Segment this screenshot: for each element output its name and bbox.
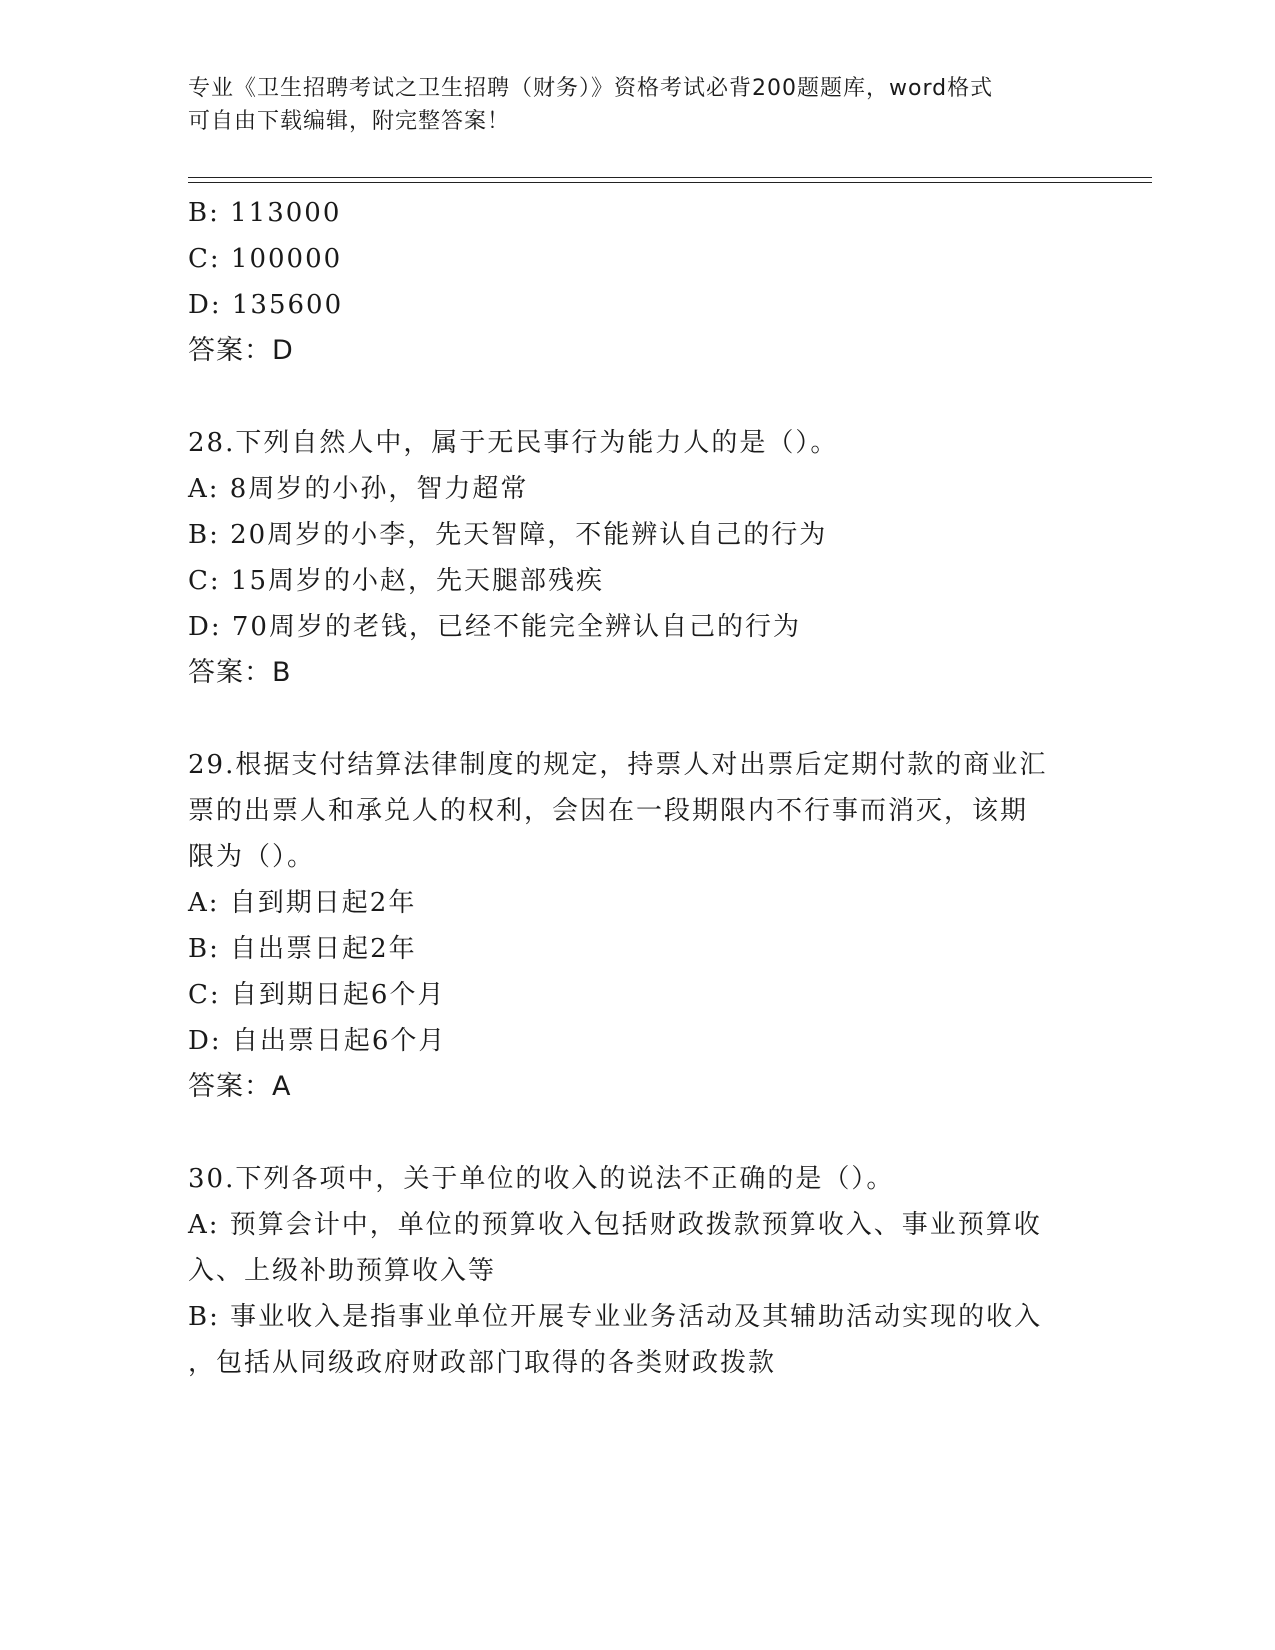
option-a-line-1: A: 预算会计中，单位的预算收入包括财政拨款预算收入、事业预算收 [188,1210,1042,1240]
answer-line: 答案：B [188,657,292,688]
spacer [188,1110,1088,1156]
spacer [188,696,1088,742]
header-divider-bottom [188,182,1152,183]
option-a: A: 8周岁的小孙，智力超常 [188,474,529,504]
option-b: B: 20周岁的小李，先天智障，不能辨认自己的行为 [188,520,828,550]
answer-line: 答案：D [188,335,294,366]
document-header [188,72,1088,138]
option-c: C: 自到期日起6个月 [188,980,446,1010]
question-text: 30.下列各项中，关于单位的收入的说法不正确的是（）。 [188,1164,895,1194]
header-line-2: 可自由下载编辑，附完整答案！ [188,109,511,134]
document-body [188,190,1088,1386]
question-text-line-1: 29.根据支付结算法律制度的规定，持票人对出票后定期付款的商业汇 [188,750,1048,780]
option-a: A: 自到期日起2年 [188,888,417,918]
option-b-line-1: B: 事业收入是指事业单位开展专业业务活动及其辅助活动实现的收入 [188,1302,1043,1332]
option-d: D: 135600 [188,290,344,320]
option-b: B: 自出票日起2年 [188,934,417,964]
option-d: D: 70周岁的老钱，已经不能完全辨认自己的行为 [188,612,801,642]
option-c: C: 15周岁的小赵，先天腿部残疾 [188,566,605,596]
spacer [188,374,1088,420]
question-text-line-2: 票的出票人和承兑人的权利，会因在一段期限内不行事而消灭，该期 [188,796,1029,826]
question-28 [188,420,1088,696]
question-29 [188,742,1088,1110]
question-text-line-3: 限为（）。 [188,842,316,872]
header-divider-top [188,177,1152,178]
question-text: 28.下列自然人中，属于无民事行为能力人的是（）。 [188,428,839,458]
option-b: B: 113000 [188,198,342,228]
header-line-1: 专业《卫生招聘考试之卫生招聘（财务）》资格考试必背200题题库，word格式 [188,76,994,101]
option-b-line-2: ，包括从同级政府财政部门取得的各类财政拨款 [188,1348,777,1378]
option-c: C: 100000 [188,244,343,274]
option-d: D: 自出票日起6个月 [188,1026,447,1056]
question-27-tail [188,190,1088,374]
option-a-line-2: 入、上级补助预算收入等 [188,1256,497,1286]
answer-line: 答案：A [188,1071,292,1102]
question-30 [188,1156,1088,1386]
